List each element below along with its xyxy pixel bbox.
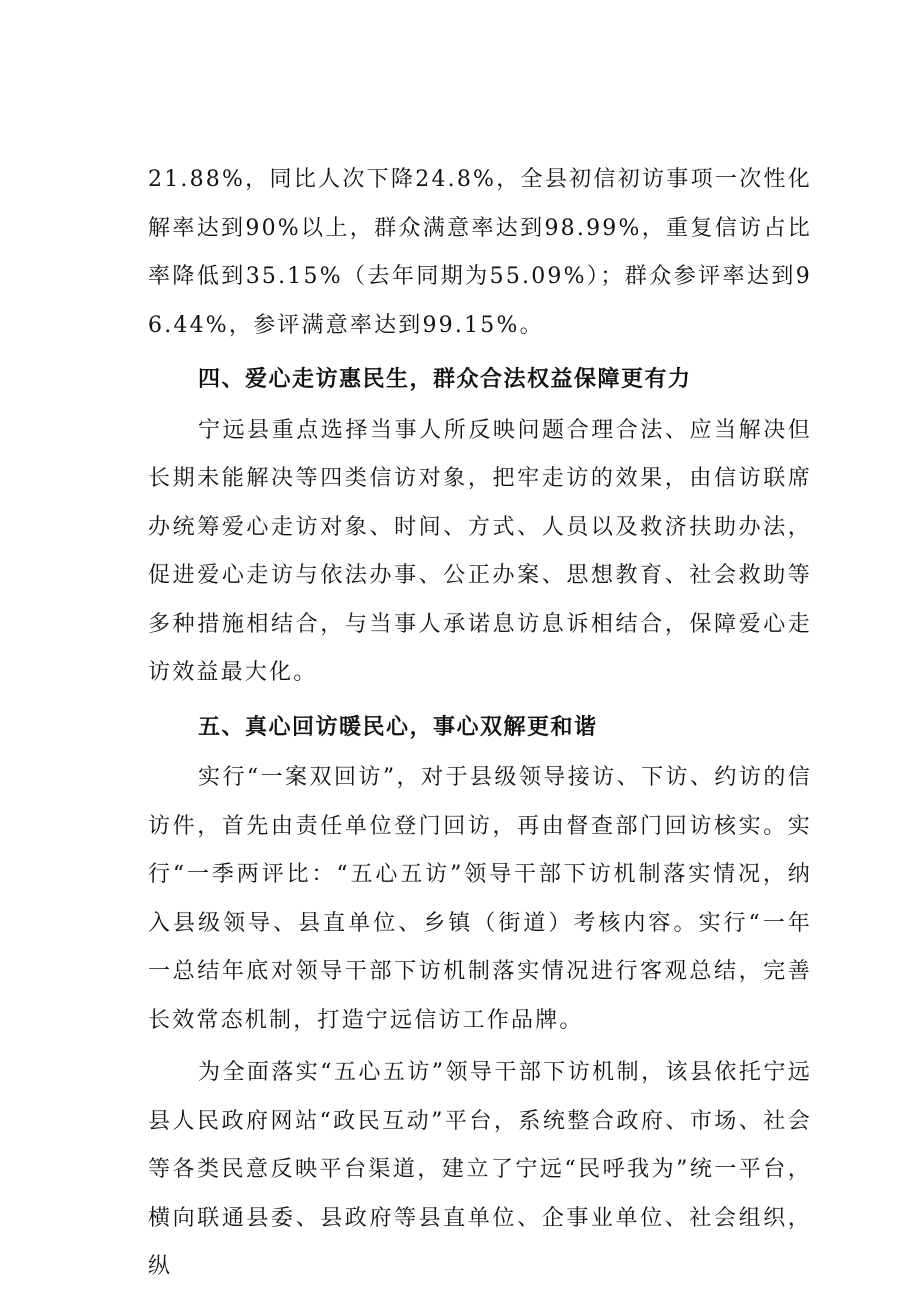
- section-heading-four: 四、爱心走访惠民生，群众合法权益保障更有力: [198, 367, 692, 392]
- paragraph-statistics: 21.88%，同比人次下降24.8%，全县初信初访事项一次性化解率达到90%以上，群众满意率达到98.99%，重复信访占比率降低到35.15%（去年同期为55.09%）；群众参评率达到96.44%，参评满意率达到99.15%。: [148, 167, 812, 338]
- paragraph-caring-visits: 宁远县重点选择当事人所反映问题合理合法、应当解决但长期未能解决等四类信访对象，把牢走访的效果，由信访联席办统筹爱心走访对象、时间、方式、人员以及救济扶助办法，促进爱心走访与依法办事、公正办案、思想教育、社会救助等多种措施相结合，与当事人承诺息访息诉相结合，保障爱心走访效益最大化。: [148, 417, 812, 685]
- document-body: [148, 156, 812, 1292]
- section-heading-five: 五、真心回访暖民心，事心双解更和谐: [198, 714, 598, 740]
- paragraph-return-visits: 实行“一案双回访”，对于县级领导接访、下访、约访的信访件，首先由责任单位登门回访，再由督查部门回访核实。实行“一季两评比：“五心五访”领导干部下访机制落实情况，纳入县级领导、县直单位、乡镇（街道）考核内容。实行“一年一总结年底对领导干部下访机制落实情况进行客观总结，完善长效常态机制，打造宁远信访工作品牌。: [148, 765, 812, 1033]
- paragraph-platform: 为全面落实“五心五访”领导干部下访机制，该县依托宁远县人民政府网站“政民互动”平台，系统整合政府、市场、社会等各类民意反映平台渠道，建立了宁远“民呼我为”统一平台，横向联通县委、县政府等县直单位、企事业单位、社会组织，纵: [148, 1060, 812, 1279]
